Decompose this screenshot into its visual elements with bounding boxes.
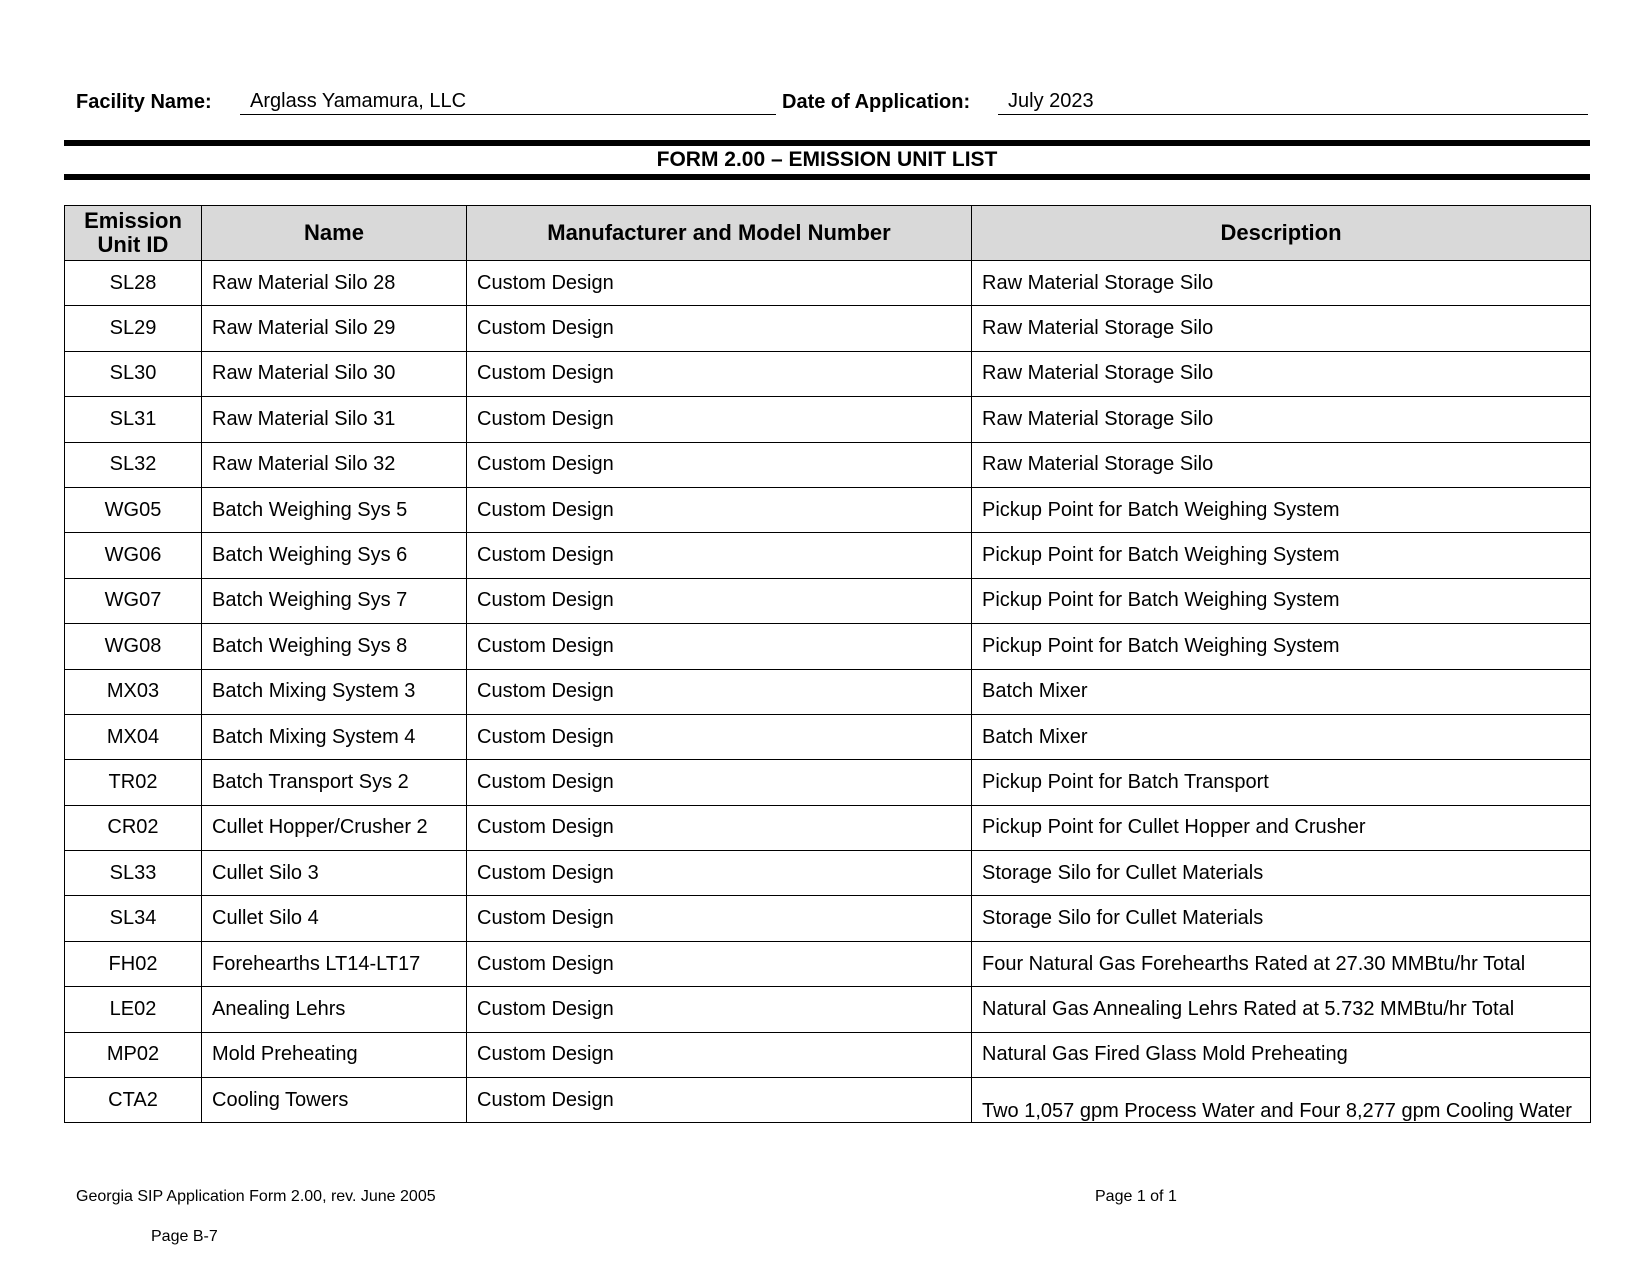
- table-row: [65, 1078, 1591, 1123]
- table-row: [65, 533, 1591, 578]
- unit-id-cell: FH02: [65, 941, 202, 986]
- description-cell: Pickup Point for Batch Weighing System: [972, 533, 1591, 578]
- facility-header: [76, 88, 1588, 118]
- unit-name-cell: Batch Weighing Sys 6: [202, 533, 467, 578]
- manufacturer-cell: Custom Design: [467, 351, 972, 396]
- unit-id-cell: SL29: [65, 306, 202, 351]
- manufacturer-cell: Custom Design: [467, 805, 972, 850]
- table-row: [65, 941, 1591, 986]
- description-cell: Pickup Point for Cullet Hopper and Crusher: [972, 805, 1591, 850]
- unit-name-cell: Mold Preheating: [202, 1032, 467, 1077]
- unit-name-cell: Raw Material Silo 29: [202, 306, 467, 351]
- unit-id-cell: TR02: [65, 760, 202, 805]
- unit-name-cell: Cooling Towers: [202, 1078, 467, 1123]
- unit-id-cell: WG07: [65, 578, 202, 623]
- manufacturer-cell: Custom Design: [467, 578, 972, 623]
- manufacturer-cell: Custom Design: [467, 1032, 972, 1077]
- manufacturer-cell: Custom Design: [467, 487, 972, 532]
- unit-name-cell: Raw Material Silo 32: [202, 442, 467, 487]
- description-cell: Four Natural Gas Forehearths Rated at 27.30 MMBtu/hr Total: [972, 941, 1591, 986]
- table-row: [65, 578, 1591, 623]
- column-header-description: Description: [972, 206, 1591, 261]
- unit-name-cell: Batch Weighing Sys 7: [202, 578, 467, 623]
- column-header-name: Name: [202, 206, 467, 261]
- page-count: Page 1 of 1: [1095, 1188, 1177, 1205]
- unit-id-cell: WG08: [65, 624, 202, 669]
- description-cell: Batch Mixer: [972, 669, 1591, 714]
- manufacturer-cell: Custom Design: [467, 1078, 972, 1123]
- unit-name-cell: Batch Weighing Sys 8: [202, 624, 467, 669]
- description-cell: Pickup Point for Batch Weighing System: [972, 578, 1591, 623]
- table-row: [65, 805, 1591, 850]
- unit-name-cell: Batch Mixing System 3: [202, 669, 467, 714]
- table-row: [65, 987, 1591, 1032]
- description-cell: Raw Material Storage Silo: [972, 306, 1591, 351]
- page-reference: Page B-7: [151, 1228, 218, 1245]
- unit-name-cell: Forehearths LT14-LT17: [202, 941, 467, 986]
- unit-id-cell: MX03: [65, 669, 202, 714]
- description-cell: Pickup Point for Batch Transport: [972, 760, 1591, 805]
- unit-name-cell: Raw Material Silo 30: [202, 351, 467, 396]
- unit-id-cell: SL30: [65, 351, 202, 396]
- unit-id-cell: SL31: [65, 397, 202, 442]
- description-cell: Natural Gas Annealing Lehrs Rated at 5.732 MMBtu/hr Total: [972, 987, 1591, 1032]
- table-row: [65, 397, 1591, 442]
- table-header-row: [65, 206, 1591, 261]
- column-header-emission-unit-id: [65, 206, 202, 261]
- unit-name-cell: Cullet Silo 3: [202, 851, 467, 896]
- manufacturer-cell: Custom Design: [467, 306, 972, 351]
- description-cell: Pickup Point for Batch Weighing System: [972, 487, 1591, 532]
- unit-name-cell: Raw Material Silo 31: [202, 397, 467, 442]
- description-cell: Raw Material Storage Silo: [972, 351, 1591, 396]
- unit-id-cell: CR02: [65, 805, 202, 850]
- manufacturer-cell: Custom Design: [467, 442, 972, 487]
- form-title: FORM 2.00 – EMISSION UNIT LIST: [64, 140, 1590, 180]
- unit-id-cell: CTA2: [65, 1078, 202, 1123]
- table-row: [65, 851, 1591, 896]
- unit-id-cell: SL32: [65, 442, 202, 487]
- description-cell: Raw Material Storage Silo: [972, 442, 1591, 487]
- table-row: [65, 760, 1591, 805]
- table-row: [65, 351, 1591, 396]
- unit-id-cell: SL34: [65, 896, 202, 941]
- unit-name-cell: Cullet Hopper/Crusher 2: [202, 805, 467, 850]
- manufacturer-cell: Custom Design: [467, 397, 972, 442]
- description-cell: Pickup Point for Batch Weighing System: [972, 624, 1591, 669]
- description-cell: Raw Material Storage Silo: [972, 397, 1591, 442]
- manufacturer-cell: Custom Design: [467, 669, 972, 714]
- manufacturer-cell: Custom Design: [467, 261, 972, 306]
- date-of-application-label: Date of Application:: [782, 91, 971, 113]
- facility-name-label: Facility Name:: [76, 91, 212, 113]
- unit-id-cell: MP02: [65, 1032, 202, 1077]
- unit-name-cell: Batch Weighing Sys 5: [202, 487, 467, 532]
- description-cell: Two 1,057 gpm Process Water and Four 8,277 gpm Cooling Water: [972, 1078, 1591, 1123]
- description-cell: Batch Mixer: [972, 714, 1591, 759]
- unit-name-cell: Batch Mixing System 4: [202, 714, 467, 759]
- description-cell: Natural Gas Fired Glass Mold Preheating: [972, 1032, 1591, 1077]
- column-header-id-line1: Emission: [84, 208, 182, 233]
- table-row: [65, 1032, 1591, 1077]
- emission-unit-table: [64, 205, 1591, 1123]
- manufacturer-cell: Custom Design: [467, 896, 972, 941]
- unit-id-cell: WG06: [65, 533, 202, 578]
- date-of-application-value: July 2023: [998, 88, 1588, 115]
- unit-id-cell: SL28: [65, 261, 202, 306]
- column-header-id-line2: Unit ID: [97, 232, 169, 257]
- unit-name-cell: Anealing Lehrs: [202, 987, 467, 1032]
- manufacturer-cell: Custom Design: [467, 714, 972, 759]
- table-row: [65, 261, 1591, 306]
- description-cell: Storage Silo for Cullet Materials: [972, 851, 1591, 896]
- unit-id-cell: MX04: [65, 714, 202, 759]
- unit-id-cell: WG05: [65, 487, 202, 532]
- table-row: [65, 487, 1591, 532]
- description-cell: Raw Material Storage Silo: [972, 261, 1591, 306]
- table-row: [65, 306, 1591, 351]
- manufacturer-cell: Custom Design: [467, 941, 972, 986]
- unit-name-cell: Batch Transport Sys 2: [202, 760, 467, 805]
- manufacturer-cell: Custom Design: [467, 760, 972, 805]
- unit-name-cell: Raw Material Silo 28: [202, 261, 467, 306]
- table-row: [65, 442, 1591, 487]
- form-reference: Georgia SIP Application Form 2.00, rev. June 2005: [76, 1188, 436, 1205]
- description-cell: Storage Silo for Cullet Materials: [972, 896, 1591, 941]
- table-row: [65, 714, 1591, 759]
- manufacturer-cell: Custom Design: [467, 851, 972, 896]
- unit-name-cell: Cullet Silo 4: [202, 896, 467, 941]
- manufacturer-cell: Custom Design: [467, 624, 972, 669]
- table-row: [65, 896, 1591, 941]
- manufacturer-cell: Custom Design: [467, 987, 972, 1032]
- unit-id-cell: SL33: [65, 851, 202, 896]
- table-row: [65, 624, 1591, 669]
- column-header-manufacturer: Manufacturer and Model Number: [467, 206, 972, 261]
- unit-id-cell: LE02: [65, 987, 202, 1032]
- manufacturer-cell: Custom Design: [467, 533, 972, 578]
- table-row: [65, 669, 1591, 714]
- facility-name-value: Arglass Yamamura, LLC: [240, 88, 776, 115]
